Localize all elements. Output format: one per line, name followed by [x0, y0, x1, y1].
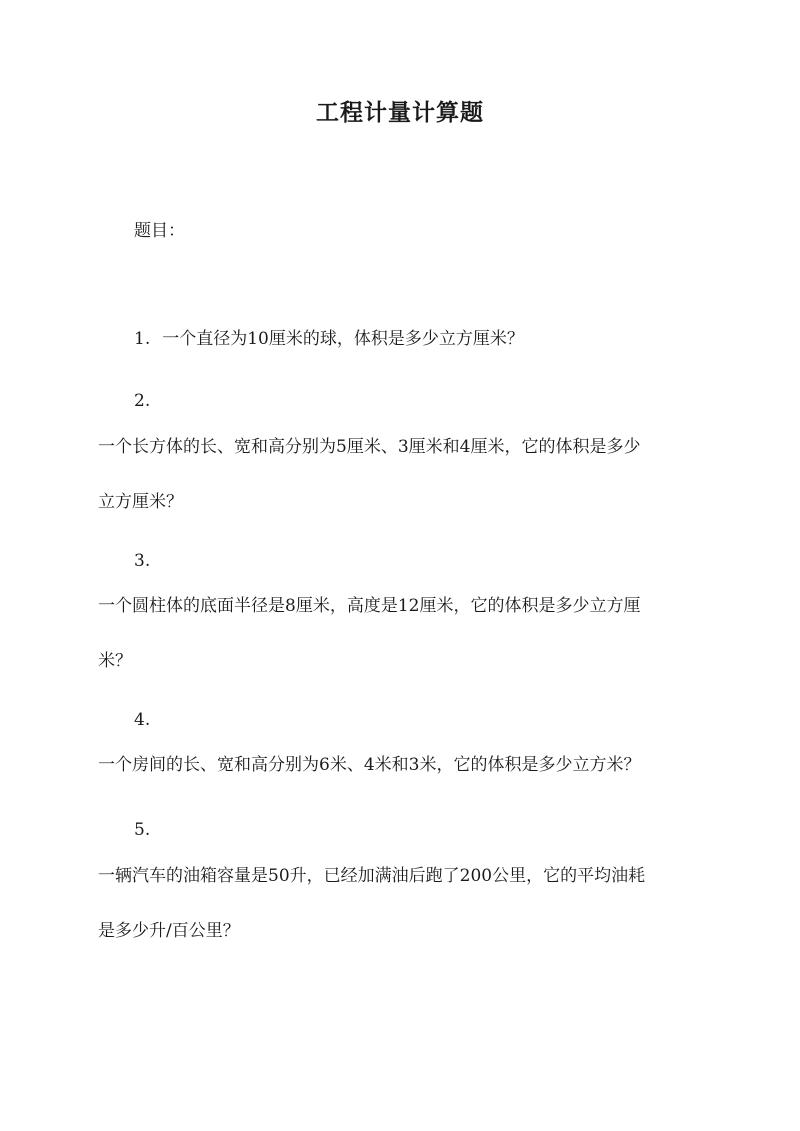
- question-5-text: [98, 849, 698, 959]
- question-2-text: [98, 420, 698, 530]
- question-1: [134, 326, 524, 352]
- document-title: 工程计量计算题: [316, 99, 484, 126]
- question-5-number: 5.: [134, 820, 151, 840]
- question-3-text: [98, 579, 698, 689]
- question-3-line-1: 一个圆柱体的底面半径是8厘米，高度是12厘米，它的体积是多少立方厘: [98, 596, 641, 616]
- question-1-number: 1.: [134, 329, 151, 349]
- question-3-number: 3.: [134, 551, 151, 571]
- question-5-line-1: 一辆汽车的油箱容量是50升，已经加满油后跑了200公里，它的平均油耗: [98, 866, 646, 886]
- question-2-line-1: 一个长方体的长、宽和高分别为5厘米、3厘米和4厘米，它的体积是多少: [98, 437, 641, 457]
- question-4-text: [98, 738, 698, 793]
- question-3-line-2: 米？: [98, 651, 132, 671]
- question-1-text: 一个直径为10厘米的球，体积是多少立方厘米？: [162, 329, 524, 349]
- question-2-line-2: 立方厘米？: [98, 492, 183, 512]
- question-5-line-2: 是多少升/百公里？: [98, 921, 240, 941]
- question-4-number: 4.: [134, 710, 151, 730]
- section-heading: 题目：: [134, 221, 185, 241]
- question-4-line-1: 一个房间的长、宽和高分别为6米、4米和3米，它的体积是多少立方米？: [98, 755, 641, 775]
- question-2-number: 2.: [134, 391, 151, 411]
